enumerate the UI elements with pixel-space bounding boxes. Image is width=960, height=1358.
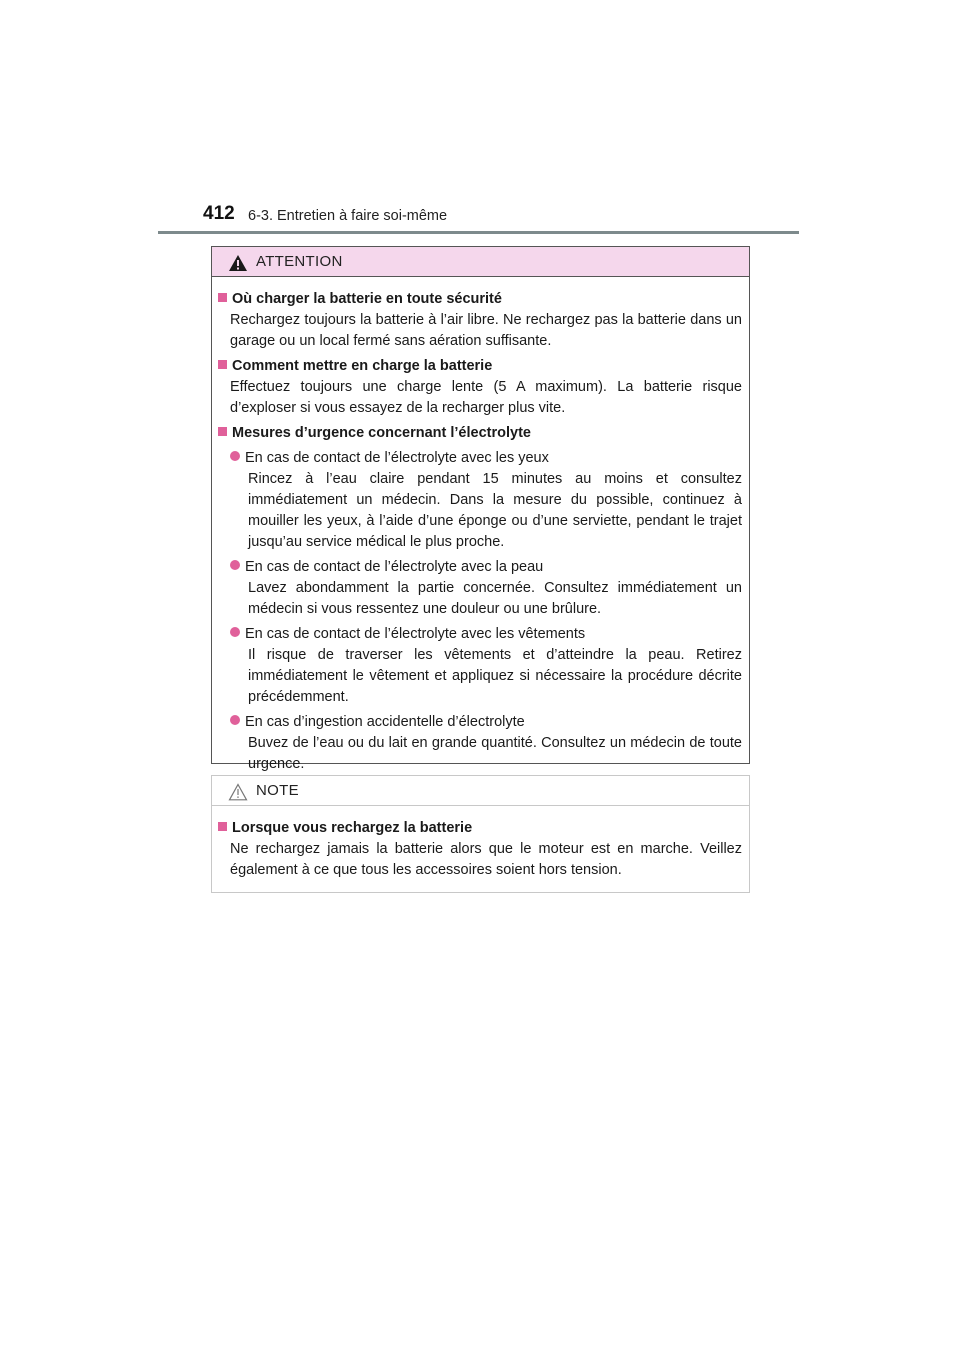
item-title <box>230 448 742 469</box>
square-bullet-icon <box>218 822 227 831</box>
square-bullet-icon <box>218 293 227 302</box>
item-title <box>230 624 742 645</box>
item-title <box>230 557 742 578</box>
heading-text: Lorsque vous rechargez la batterie <box>232 820 473 836</box>
note-body <box>212 806 749 881</box>
attention-box <box>211 246 750 772</box>
caution-outline-triangle-icon <box>228 783 248 801</box>
round-bullet-icon <box>230 627 240 637</box>
heading-text: Comment mettre en charge la batterie <box>232 358 493 374</box>
note-section <box>218 818 742 881</box>
item-title <box>230 712 742 733</box>
section-title: 6-3. Entretien à faire soi-même <box>248 208 448 224</box>
list-item <box>218 712 742 775</box>
square-bullet-icon <box>218 427 227 436</box>
item-title-text: En cas de contact de l’électrolyte avec les yeux <box>245 450 549 466</box>
page-number: 412 <box>203 203 235 224</box>
section-text: Rechargez toujours la batterie à l’air libre. Ne rechargez pas la batterie dans un garage ou un local fermé sans aération suffisante. <box>230 312 742 349</box>
heading-text: Où charger la batterie en toute sécurité <box>232 291 502 307</box>
item-text: Rincez à l’eau claire pendant 15 minutes au moins et consultez immédiatement un médecin. Dans la mesure du possible, continuez à mouiller les yeux, à l’aide d’une éponge ou d’une serviette, pendant le trajet jusqu’au service médical le plus proche. <box>248 471 742 550</box>
item-text: Lavez abondamment la partie concernée. Consultez immédiatement un médecin si vous ressentez une douleur ou une brûlure. <box>248 580 742 617</box>
item-title-text: En cas de contact de l’électrolyte avec les vêtements <box>245 626 586 642</box>
attention-header <box>212 247 749 277</box>
section-text: Ne rechargez jamais la batterie alors que le moteur est en marche. Veillez également à ce que tous les accessoires soient hors tension. <box>230 841 742 878</box>
square-bullet-icon <box>218 360 227 369</box>
item-text: Buvez de l’eau ou du lait en grande quantité. Consultez un médecin de toute urgence. <box>248 735 742 772</box>
attention-body <box>212 277 749 775</box>
warning-triangle-icon <box>228 254 248 272</box>
attention-section <box>218 289 742 352</box>
item-title-text: En cas de contact de l’électrolyte avec la peau <box>245 559 544 575</box>
note-title: NOTE <box>256 782 299 799</box>
list-item <box>218 624 742 708</box>
section-text: Effectuez toujours une charge lente (5 A maximum). La batterie risque d’exploser si vous essayez de la recharger plus vite. <box>230 379 742 416</box>
section-heading <box>218 356 742 377</box>
section-heading <box>218 818 742 839</box>
item-text: Il risque de traverser les vêtements et d’atteindre la peau. Retirez immédiatement le vêtement et appliquez si nécessaire la procédure décrite précédemment. <box>248 647 742 705</box>
list-item <box>218 448 742 553</box>
item-title-text: En cas d’ingestion accidentelle d’électrolyte <box>245 714 525 730</box>
section-heading <box>218 423 742 444</box>
header-rule <box>158 231 799 234</box>
list-item <box>218 557 742 620</box>
attention-title: ATTENTION <box>256 253 343 270</box>
note-header <box>212 776 749 806</box>
heading-text: Mesures d’urgence concernant l’électrolyte <box>232 425 531 441</box>
attention-section <box>218 356 742 419</box>
round-bullet-icon <box>230 451 240 461</box>
round-bullet-icon <box>230 560 240 570</box>
attention-section <box>218 423 742 775</box>
round-bullet-icon <box>230 715 240 725</box>
section-heading <box>218 289 742 310</box>
note-box <box>211 775 750 893</box>
